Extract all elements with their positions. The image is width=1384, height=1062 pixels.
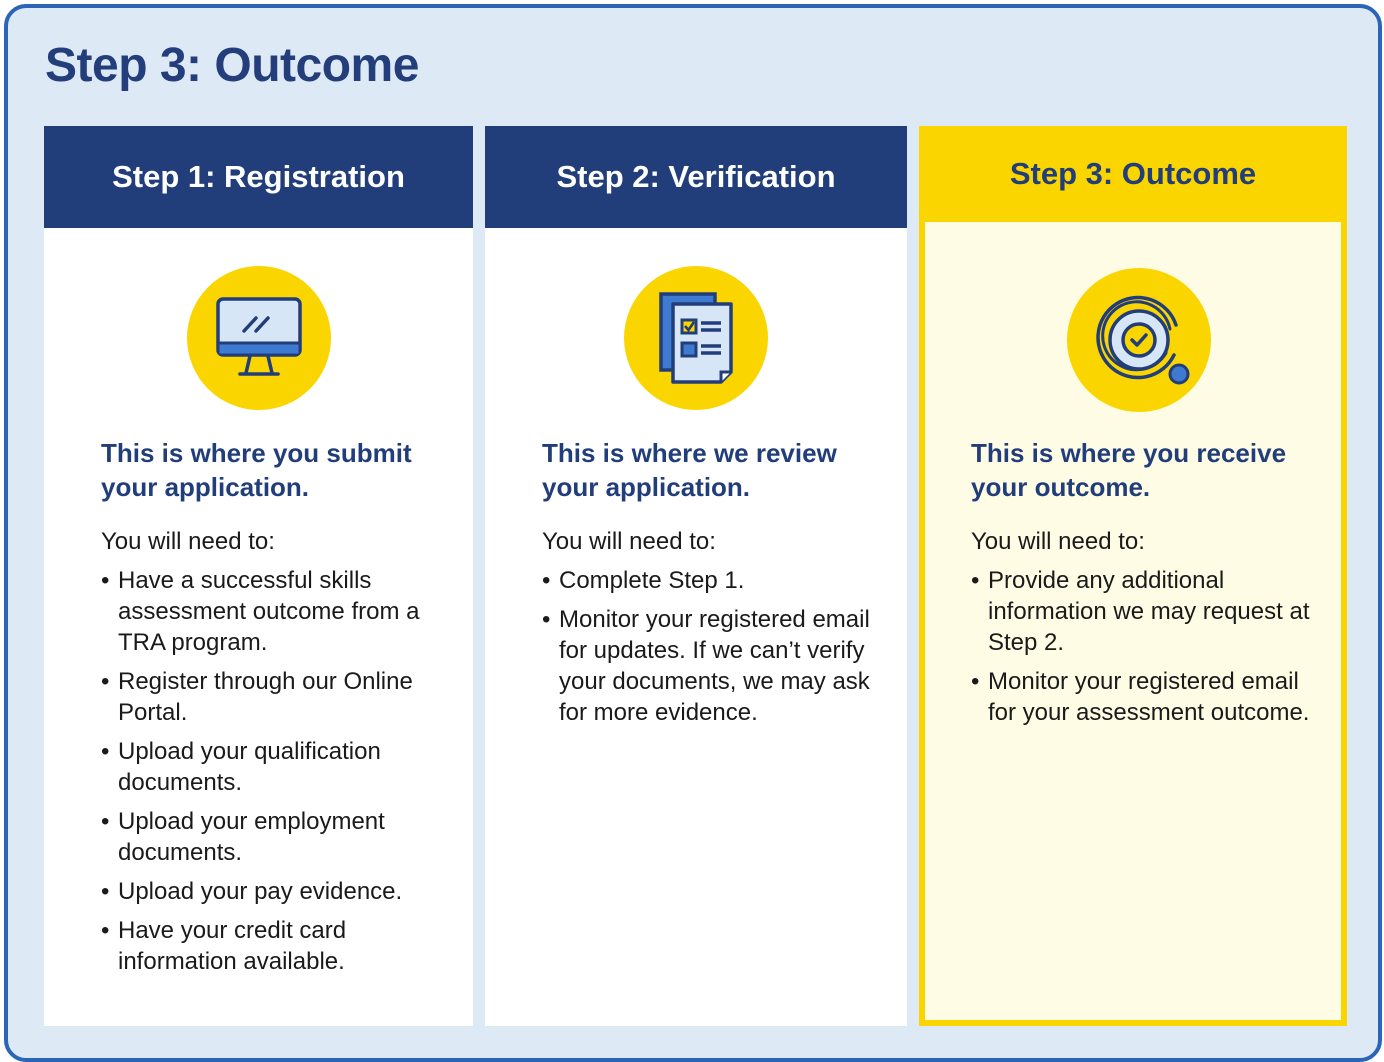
step-body: [542, 436, 887, 736]
list-item: • Have a successful skills assessment outcome from a TRA program.: [101, 565, 453, 658]
page-title: Step 3: Outcome: [45, 39, 419, 92]
step-body: [101, 436, 453, 985]
requirements-list: [971, 565, 1321, 728]
requirements-list: [101, 565, 453, 977]
step-need-label: You will need to:: [971, 528, 1145, 555]
step-need-label: You will need to:: [101, 528, 275, 555]
list-item: • Monitor your registered email for updates. If we can’t verify your documents, we may ask for more evidence.: [542, 604, 887, 728]
list-item: • Have your credit card information available.: [101, 915, 453, 977]
list-item: • Upload your qualification documents.: [101, 736, 453, 798]
list-item: • Upload your pay evidence.: [101, 876, 453, 907]
list-item: • Upload your employment documents.: [101, 806, 453, 868]
step-heading: Step 1: Registration: [44, 126, 473, 228]
checklist-documents-icon: [624, 266, 768, 410]
requirements-list: [542, 565, 887, 728]
computer-monitor-icon: [187, 266, 331, 410]
list-item: • Monitor your registered email for your assessment outcome.: [971, 666, 1321, 728]
step-lead: This is where you receive your outcome.: [971, 438, 1287, 502]
step-need-label: You will need to:: [542, 528, 716, 555]
step-card-registration: [44, 126, 473, 1026]
step-heading: Step 2: Verification: [485, 126, 907, 228]
step-lead: This is where we review your application.: [542, 438, 837, 502]
target-checkmark-icon: [1067, 268, 1211, 412]
step-card-verification: [485, 126, 907, 1026]
list-item: • Register through our Online Portal.: [101, 666, 453, 728]
list-item: • Provide any additional information we may request at Step 2.: [971, 565, 1321, 658]
step-card-outcome: [919, 126, 1347, 1026]
step-lead: This is where you submit your application.: [101, 438, 412, 502]
step-heading: Step 3: Outcome: [919, 126, 1347, 222]
list-item: • Complete Step 1.: [542, 565, 887, 596]
step-body: [971, 436, 1321, 736]
outcome-panel: [4, 4, 1382, 1062]
